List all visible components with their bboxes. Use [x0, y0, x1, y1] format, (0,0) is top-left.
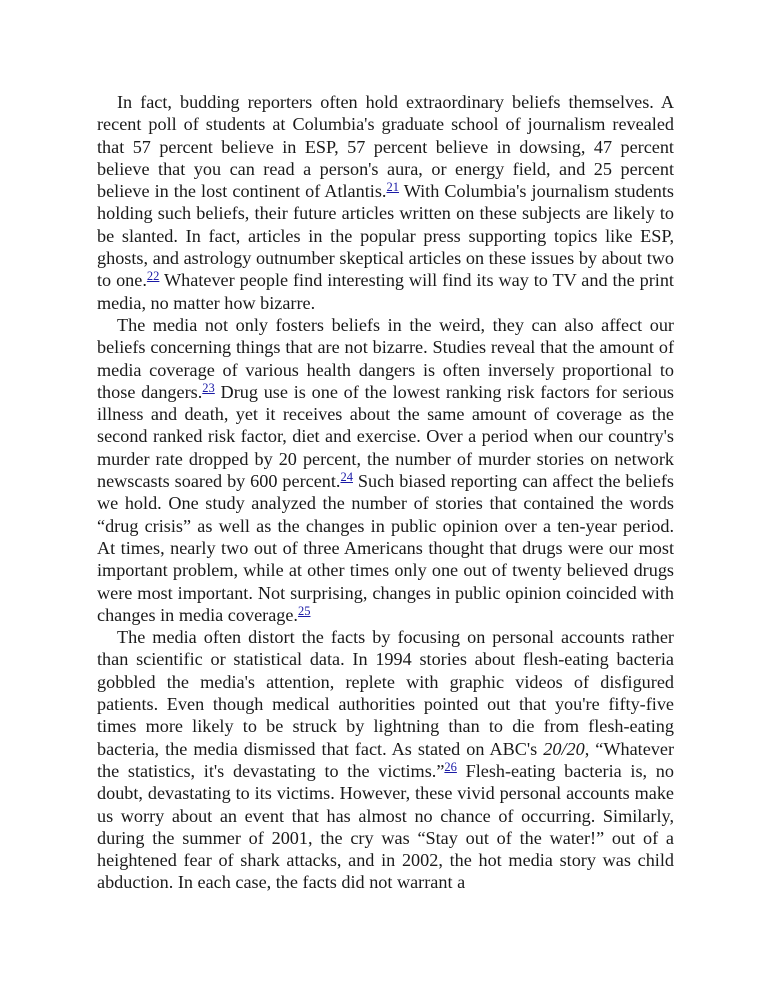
- paragraph-text: Drug use is one of the lowest ranking risk factors for serious illness and death, yet it receives about the same amount of coverage as the second ranked risk factor, diet and exercise. Over a period when our country's murder rate dropped by 20 percent, the number of murder stories on network newscasts soared by 600 percent.: [97, 381, 675, 492]
- footnote-link-23[interactable]: 23: [202, 380, 215, 395]
- footnote-link-24[interactable]: 24: [340, 470, 353, 485]
- paragraph-1: [97, 91, 674, 314]
- paragraph-text: Flesh-eating bacteria is, no doubt, devastating to its victims. However, these vivid personal accounts make us worry about an event that has almost no chance of occurring. Similarly, during the summer of 2001, the cry was “Stay out of the water!” out of a heightened fear of shark attacks, and in 2002, the hot media story was child abduction. In each case, the facts did not warrant a: [97, 760, 674, 893]
- document-page: [97, 91, 674, 894]
- footnote-link-26[interactable]: 26: [444, 759, 457, 774]
- paragraph-text: The media not only fosters beliefs in the weird, they can also affect our beliefs concerning things that are not bizarre. Studies reveal that the amount of media coverage of various health dangers is often inversely proportional to those dangers.: [97, 314, 674, 402]
- paragraph-text: The media often distort the facts by focusing on personal accounts rather than scientific or statistical data. In 1994 stories about flesh-eating bacteria gobbled the media's attention, replete with graphic videos of disfigured patients. Even though medical authorities pointed out that you're fifty-five times more likely to be struck by lightning than to die from flesh-eating bacteria, the media dismissed that fact. As stated on ABC's: [97, 627, 674, 759]
- footnote-link-25[interactable]: 25: [297, 603, 311, 618]
- footnote-link-22[interactable]: 22: [146, 269, 160, 284]
- paragraph-text: Such biased reporting can affect the beliefs we hold. One study analyzed the number of stories that contained the words “drug crisis” as well as the changes in public opinion over a ten-year period. At times, nearly two out of three Americans thought that drugs were our most important problem, while at other times only one out of twenty believed drugs were most important. Not surprising, changes in public opinion coincided with changes in media coverage.: [97, 471, 674, 625]
- paragraph-2: [97, 314, 674, 626]
- show-title-italic: 20/20: [543, 738, 585, 759]
- paragraph-text: , “Whatever the statistics, it's devastating to the victims.”: [97, 738, 674, 781]
- paragraph-3: [97, 626, 674, 894]
- paragraph-text: With Columbia's journalism students holding such beliefs, their future articles written on these subjects are likely to be slanted. In fact, articles in the popular press supporting topics like ESP, ghosts, and astrology outnumber skeptical articles on these issues by about two to one.: [97, 181, 675, 291]
- paragraph-text: Whatever people find interesting will find its way to TV and the print media, no matter how bizarre.: [97, 270, 674, 313]
- paragraph-text: In fact, budding reporters often hold extraordinary beliefs themselves. A recent poll of students at Columbia's graduate school of journalism revealed that 57 percent believe in ESP, 57 percent believe in dowsing, 47 percent believe that you can read a person's aura, or energy field, and 25 percent believe in the lost continent of Atlantis.: [97, 92, 674, 202]
- footnote-link-21[interactable]: 21: [386, 180, 399, 195]
